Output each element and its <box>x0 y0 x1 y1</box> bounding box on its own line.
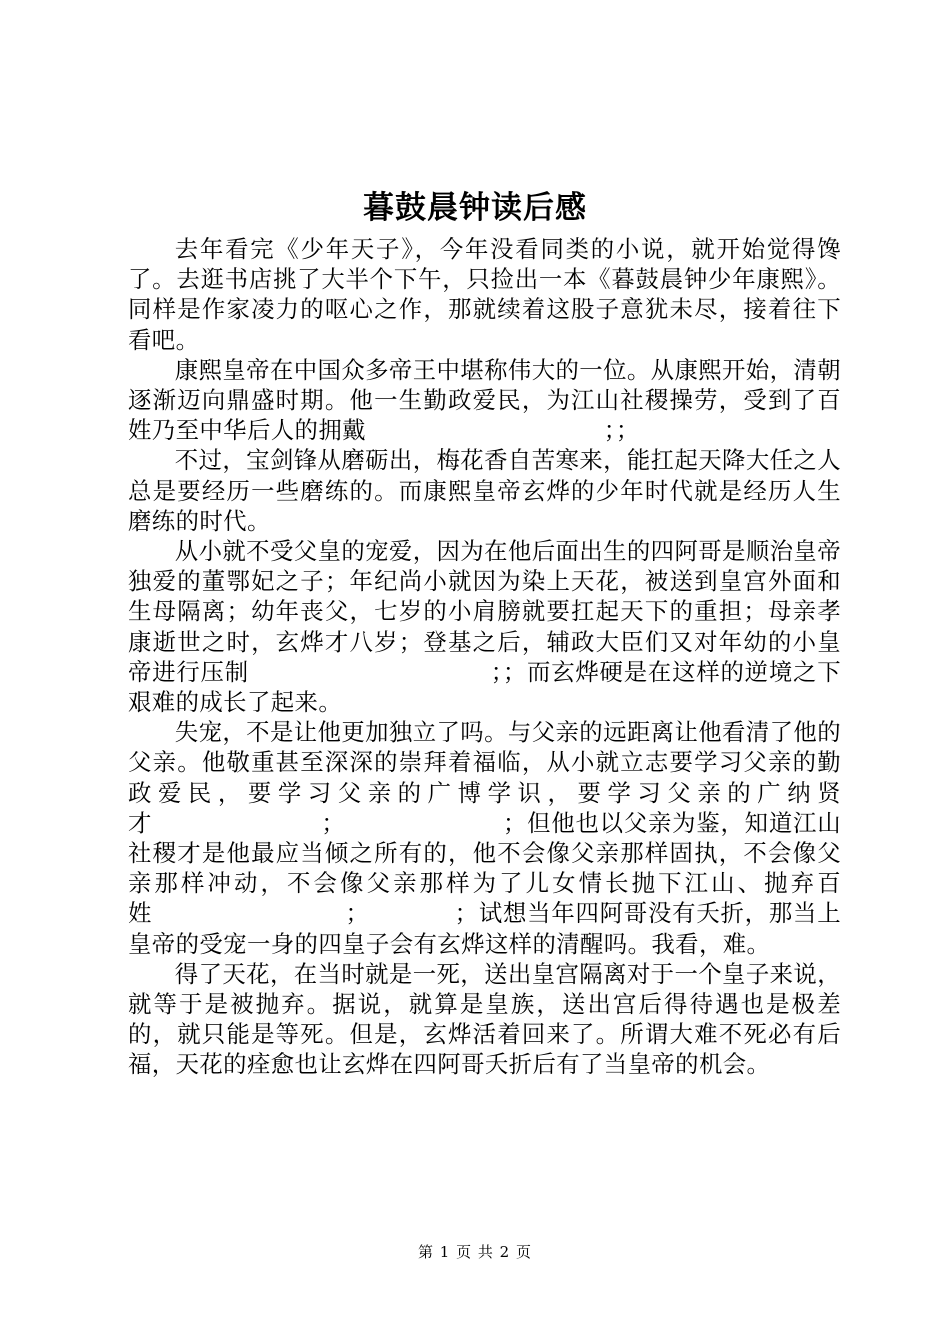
paragraph: 得了天花，在当时就是一死，送出皇宫隔离对于一个皇子来说，就等于是被抛弃。据说，就算是皇族，送出宫后得待遇也是极差的，就只能是等死。但是，玄烨活着回来了。所谓大难不死必有后福，天花的痊愈也让玄烨在四阿哥夭折后有了当皇帝的机会。 <box>128 959 841 1079</box>
paragraph: 康熙皇帝在中国众多帝王中堪称伟大的一位。从康熙开始，清朝逐渐迈向鼎盛时期。他一生勤政爱民，为江山社稷操劳，受到了百姓乃至中华后人的拥戴 ；； <box>128 355 841 445</box>
document-body <box>128 234 841 1080</box>
paragraph: 不过，宝剑锋从磨砺出，梅花香自苦寒来，能扛起天降大任之人总是要经历一些磨练的。而康熙皇帝玄烨的少年时代就是经历人生磨练的时代。 <box>128 446 841 535</box>
page-number-footer: 第 1 页 共 2 页 <box>418 1243 532 1261</box>
document-title: 暮鼓晨钟读后感 <box>363 190 587 226</box>
paragraph: 失宠，不是让他更加独立了吗。与父亲的远距离让他看清了他的父亲。他敬重甚至深深的崇拜着福临，从小就立志要学习父亲的勤政爱民，要学习父亲的广博学识，要学习父亲的广纳贤才 ； ；但他也以父亲为鉴，知道江山社稷才是他最应当倾之所有的，他不会像父亲那样固执，不会像父亲那样冲动，不会像父亲那样为了儿女情长抛下江山、抛弃百姓 ； ；试想当年四阿哥没有夭折，那当上皇帝的受宠一身的四皇子会有玄烨这样的清醒吗。我看，难。 <box>128 718 841 958</box>
paragraph: 去年看完《少年天子》，今年没看同类的小说，就开始觉得馋了。去逛书店挑了大半个下午，只捡出一本《暮鼓晨钟少年康熙》。同样是作家凌力的呕心之作，那就续着这股子意犹未尽，接着往下看吧。 <box>128 235 841 354</box>
paragraph: 从小就不受父皇的宠爱，因为在他后面出生的四阿哥是顺治皇帝独爱的董鄂妃之子；年纪尚小就因为染上天花，被送到皇宫外面和生母隔离；幼年丧父，七岁的小肩膀就要扛起天下的重担；母亲孝康逝世之时，玄烨才八岁；登基之后，辅政大臣们又对年幼的小皇帝进行压制 ；；而玄烨硬是在这样的逆境之下艰难的成长了起来。 <box>128 537 841 717</box>
